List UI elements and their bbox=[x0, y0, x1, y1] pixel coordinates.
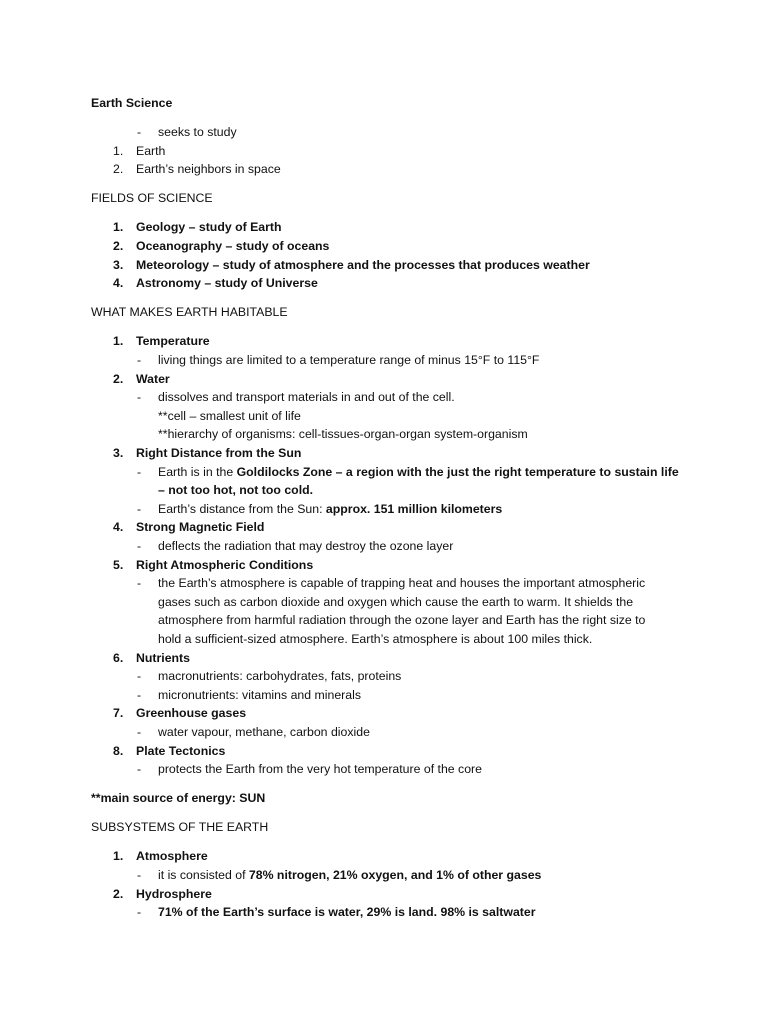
list-number: 1. bbox=[113, 849, 124, 864]
list-title: Atmosphere bbox=[136, 849, 208, 864]
dash-bullet: - bbox=[137, 464, 142, 479]
list-text: Earth’s neighbors in space bbox=[136, 162, 281, 177]
dash-text bbox=[158, 500, 502, 519]
list-text: Earth bbox=[136, 143, 166, 158]
list-item bbox=[91, 274, 728, 293]
list-title: Greenhouse gases bbox=[136, 706, 247, 721]
dash-text: deflects the radiation that may destroy the ozone layer bbox=[158, 538, 454, 553]
list-number: 1. bbox=[113, 334, 124, 349]
note-line bbox=[91, 407, 728, 426]
dash-bullet: - bbox=[137, 762, 142, 777]
dash-line bbox=[91, 667, 728, 686]
dash-line bbox=[91, 463, 728, 482]
list-item bbox=[91, 218, 728, 237]
list-text bbox=[136, 218, 282, 237]
list-number: 6. bbox=[113, 650, 124, 665]
list-title: Plate Tectonics bbox=[136, 743, 226, 758]
text-part-bold: approx. 151 million kilometers bbox=[325, 501, 503, 516]
continuation-text: gases such as carbon dioxide and oxygen which cause the earth to warm. It shields the bbox=[158, 594, 634, 609]
dash-bullet: - bbox=[137, 687, 142, 702]
note-text: **cell – smallest unit of life bbox=[158, 408, 301, 423]
list-item bbox=[91, 332, 728, 351]
dash-text bbox=[158, 866, 541, 885]
note-line bbox=[91, 425, 728, 444]
text-part-bold: 78% nitrogen, 21% oxygen, and 1% of other gases bbox=[248, 867, 542, 882]
list-title: Right Atmospheric Conditions bbox=[136, 557, 314, 572]
dash-bullet: - bbox=[137, 576, 142, 591]
text-part-bold: Goldilocks Zone – a region with the just the right temperature to sustain life bbox=[236, 464, 679, 479]
list-item bbox=[91, 885, 728, 904]
field-desc: – study of oceans bbox=[222, 239, 330, 254]
habitable-heading: WHAT MAKES EARTH HABITABLE bbox=[91, 305, 288, 320]
dash-bullet: - bbox=[137, 125, 142, 140]
dash-line bbox=[91, 500, 728, 519]
continuation-line bbox=[91, 630, 728, 649]
text-part: it is consisted of bbox=[158, 867, 249, 882]
list-number: 2. bbox=[113, 162, 124, 177]
text-part: Earth is in the bbox=[158, 464, 237, 479]
dash-line bbox=[91, 760, 728, 779]
dash-bullet: - bbox=[137, 390, 142, 405]
dash-line bbox=[91, 686, 728, 705]
list-text bbox=[136, 256, 590, 275]
dash-bullet: - bbox=[137, 724, 142, 739]
field-desc: – study of atmosphere and the processes that produces weather bbox=[209, 257, 590, 272]
energy-note: **main source of energy: SUN bbox=[91, 791, 266, 806]
list-number: 4. bbox=[113, 276, 124, 291]
continuation-line bbox=[91, 481, 728, 500]
dash-text: dissolves and transport materials in and out of the cell. bbox=[158, 390, 455, 405]
list-item bbox=[91, 847, 728, 866]
list-item bbox=[91, 704, 728, 723]
dash-text: protects the Earth from the very hot temperature of the core bbox=[158, 762, 482, 777]
continuation-text: atmosphere from harmful radiation through the ozone layer and Earth has the right size to bbox=[158, 613, 646, 628]
dash-text: macronutrients: carbohydrates, fats, proteins bbox=[158, 669, 402, 684]
dash-bullet: - bbox=[137, 538, 142, 553]
dash-text: the Earth’s atmosphere is capable of trapping heat and houses the important atmospheric bbox=[158, 576, 646, 591]
list-number: 2. bbox=[113, 371, 124, 386]
list-number: 8. bbox=[113, 743, 124, 758]
note-text: **hierarchy of organisms: cell-tissues-organ-organ system-organism bbox=[158, 427, 528, 442]
dash-text: micronutrients: vitamins and minerals bbox=[158, 687, 361, 702]
list-item bbox=[91, 370, 728, 389]
list-title: Water bbox=[136, 371, 170, 386]
list-text bbox=[136, 237, 329, 256]
list-number: 2. bbox=[113, 239, 124, 254]
dash-text: living things are limited to a temperature range of minus 15°F to 115°F bbox=[158, 353, 540, 368]
dash-text: water vapour, methane, carbon dioxide bbox=[158, 724, 370, 739]
dash-line bbox=[91, 903, 728, 922]
dash-bullet: - bbox=[137, 669, 142, 684]
field-name: Meteorology bbox=[136, 257, 210, 272]
field-desc: – study of Earth bbox=[185, 220, 282, 235]
subsystems-heading: SUBSYSTEMS OF THE EARTH bbox=[91, 820, 269, 835]
list-title: Strong Magnetic Field bbox=[136, 520, 265, 535]
dash-text: 71% of the Earth’s surface is water, 29% is land. 98% is saltwater bbox=[158, 905, 536, 920]
list-title: Hydrosphere bbox=[136, 886, 212, 901]
dash-bullet: - bbox=[137, 501, 142, 516]
dash-bullet: - bbox=[137, 867, 142, 882]
dash-bullet: - bbox=[137, 905, 142, 920]
dash-bullet: - bbox=[137, 353, 142, 368]
dash-line bbox=[91, 388, 728, 407]
continuation-text: – not too hot, not too cold. bbox=[158, 483, 314, 498]
field-name: Astronomy bbox=[136, 276, 201, 291]
dash-line bbox=[91, 574, 728, 593]
doc-title-line bbox=[91, 94, 728, 113]
field-desc: – study of Universe bbox=[200, 276, 318, 291]
list-item bbox=[91, 556, 728, 575]
list-number: 3. bbox=[113, 446, 124, 460]
list-item bbox=[91, 444, 728, 463]
list-item bbox=[91, 160, 728, 179]
doc-title: Earth Science bbox=[91, 96, 173, 110]
field-name: Geology bbox=[136, 220, 186, 235]
list-item bbox=[91, 237, 728, 256]
list-item bbox=[91, 649, 728, 668]
continuation-line bbox=[91, 611, 728, 630]
continuation-text: hold a sufficient-sized atmosphere. Earth’s atmosphere is about 100 miles thick. bbox=[158, 631, 593, 646]
list-number: 1. bbox=[113, 143, 124, 158]
list-number: 2. bbox=[113, 886, 124, 901]
intro-text: seeks to study bbox=[158, 125, 237, 140]
list-text bbox=[136, 274, 318, 293]
dash-line bbox=[91, 723, 728, 742]
dash-line bbox=[91, 866, 728, 885]
list-item bbox=[91, 518, 728, 537]
field-name: Oceanography bbox=[136, 239, 223, 254]
list-number: 1. bbox=[113, 220, 124, 235]
continuation-line bbox=[91, 593, 728, 612]
dash-line bbox=[91, 537, 728, 556]
list-item bbox=[91, 142, 728, 161]
dash-text bbox=[158, 463, 679, 482]
list-title: Temperature bbox=[136, 334, 210, 349]
list-number: 4. bbox=[113, 520, 124, 535]
dash-line bbox=[91, 351, 728, 370]
fields-heading: FIELDS OF SCIENCE bbox=[91, 191, 213, 206]
list-title: Nutrients bbox=[136, 650, 190, 665]
list-item bbox=[91, 742, 728, 761]
energy-note-line bbox=[91, 789, 728, 808]
text-part: Earth’s distance from the Sun: bbox=[158, 501, 326, 516]
intro-dash-line bbox=[91, 123, 728, 142]
list-title: Right Distance from the Sun bbox=[136, 446, 302, 460]
list-number: 3. bbox=[113, 257, 124, 272]
list-number: 5. bbox=[113, 557, 124, 572]
list-number: 7. bbox=[113, 706, 124, 721]
list-item bbox=[91, 256, 728, 275]
